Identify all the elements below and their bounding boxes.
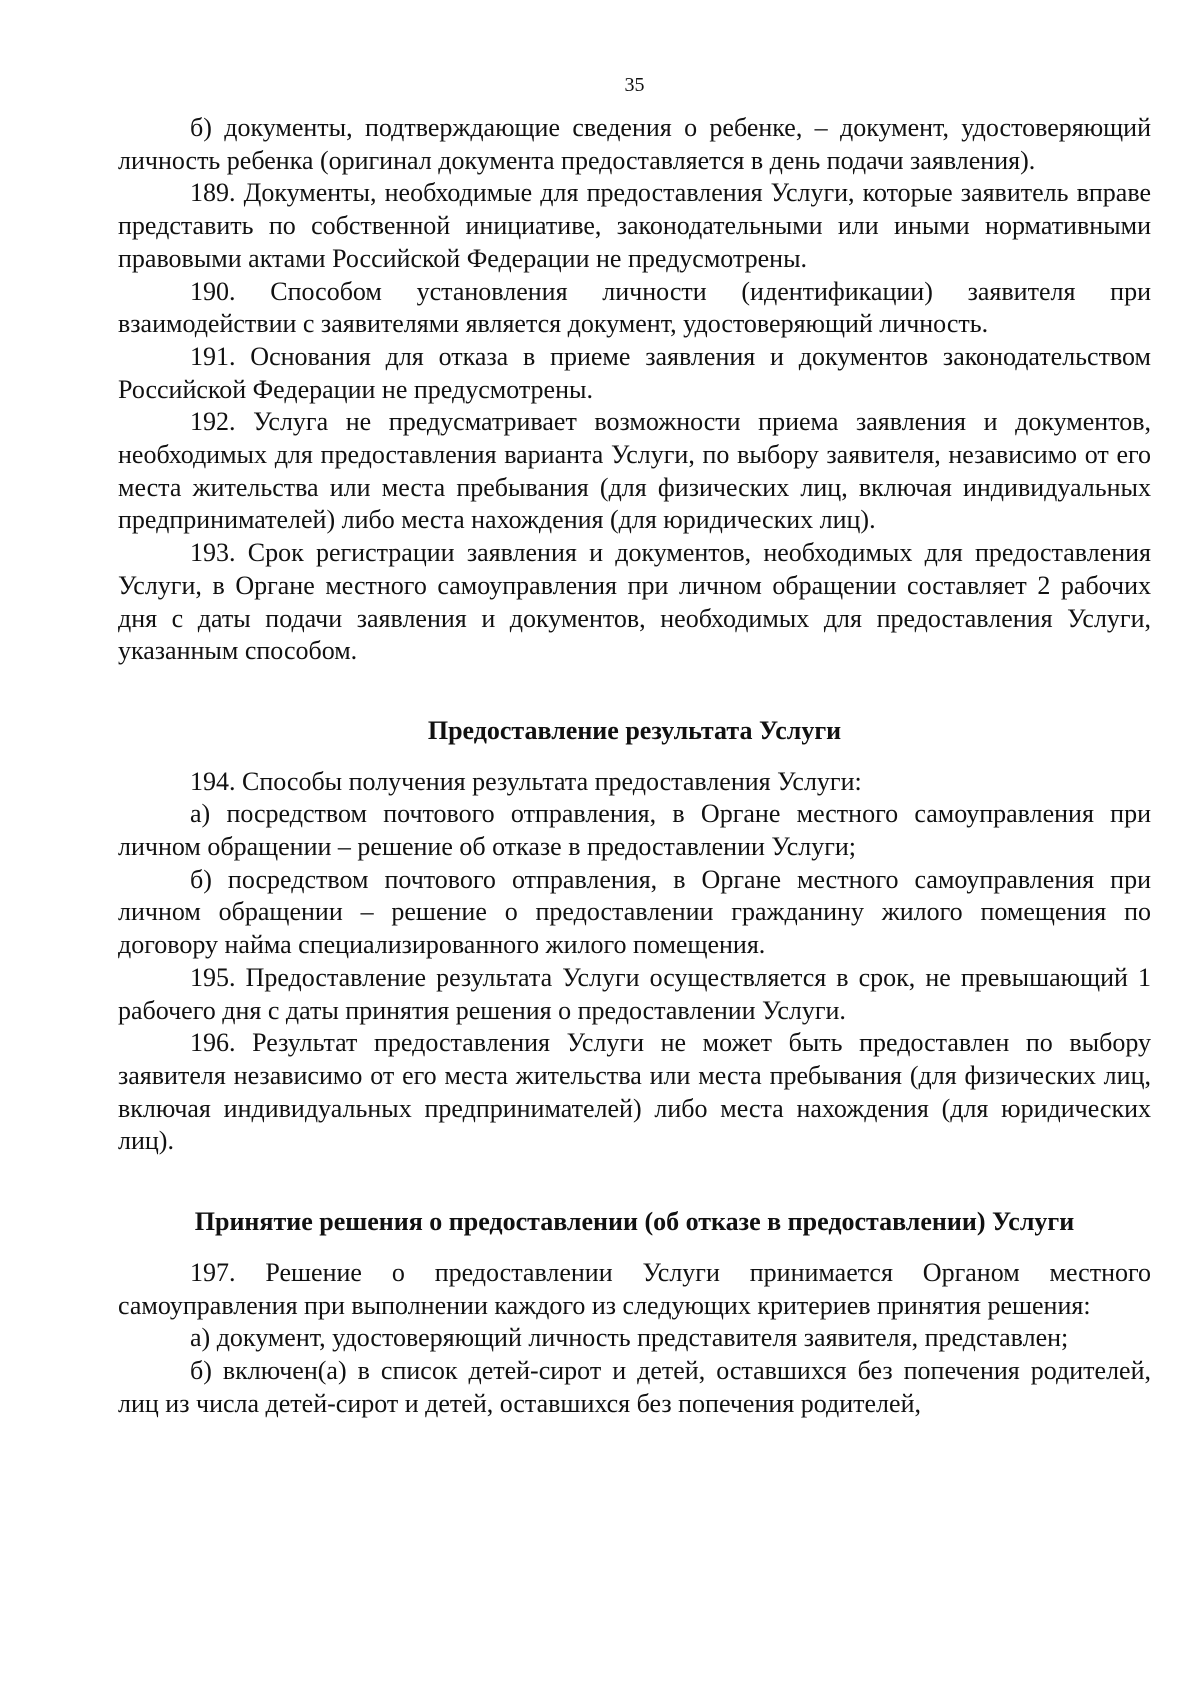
section-heading-decision: Принятие решения о предоставлении (об отказе в предоставлении) Услуги [194, 1207, 1075, 1237]
paragraph-197-b: б) включен(а) в список детей-сирот и детей, оставшихся без попечения родителей, лиц из числа детей-сирот и детей, оставшихся без попечения родителей, [118, 1355, 1151, 1418]
paragraph-197-a: а) документ, удостоверяющий личность представителя заявителя, представлен; [190, 1323, 1069, 1353]
paragraph-193: 193. Срок регистрации заявления и документов, необходимых для предоставления Услуги, в Органе местного самоуправления при личном обращении составляет 2 рабочих дня с даты подачи заявления и документов, необходимых для предоставления Услуги, указанным способом. [118, 538, 1151, 666]
paragraph-189: 189. Документы, необходимые для предоставления Услуги, которые заявитель вправе представить по собственной инициативе, законодательными или иными нормативными правовыми актами Российской Федерации не предусмотрены. [118, 178, 1151, 273]
paragraph-194: 194. Способы получения результата предоставления Услуги: [190, 766, 862, 796]
paragraph-194-a: а) посредством почтового отправления, в Органе местного самоуправления при личном обращении – решение об отказе в предоставлении Услуги; [118, 799, 1151, 862]
paragraph-196: 196. Результат предоставления Услуги не может быть предоставлен по выбору заявителя независимо от его места жительства или места пребывания (для физических лиц, включая индивидуальных предпринимателей) либо места нахождения (для юридических лиц). [118, 1028, 1151, 1156]
paragraph-197: 197. Решение о предоставлении Услуги принимается Органом местного самоуправления при выполнении каждого из следующих критериев принятия решения: [118, 1257, 1151, 1320]
document-page [118, 0, 1151, 1420]
section-decision [118, 1257, 1151, 1421]
paragraph-b-child-documents: б) документы, подтверждающие сведения о ребенке, – документ, удостоверяющий личность ребенка (оригинал документа предоставляется в день подачи заявления). [118, 113, 1151, 175]
paragraph-190: 190. Способом установления личности (идентификации) заявителя при взаимодействии с заявителями является документ, удостоверяющий личность. [118, 276, 1151, 339]
paragraph-195: 195. Предоставление результата Услуги осуществляется в срок, не превышающий 1 рабочего дня с даты принятия решения о предоставлении Услуги. [118, 962, 1151, 1025]
page-number: 35 [624, 74, 645, 96]
paragraph-191: 191. Основания для отказа в приеме заявления и документов законодательством Российской Федерации не предусмотрены. [118, 341, 1151, 404]
section-heading-result: Предоставление результата Услуги [427, 715, 842, 745]
paragraph-194-b: б) посредством почтового отправления, в Органе местного самоуправления при личном обращении – решение о предоставлении гражданину жилого помещения по договору найма специализированного жилого помещения. [118, 864, 1151, 960]
paragraph-192: 192. Услуга не предусматривает возможности приема заявления и документов, необходимых для предоставления варианта Услуги, по выбору заявителя, независимо от его места жительства или места пребывания (для физических лиц, включая индивидуальных предпринимателей) либо места нахождения (для юридических лиц). [118, 407, 1151, 535]
section-intro [118, 112, 1151, 668]
section-result [118, 766, 1151, 1158]
